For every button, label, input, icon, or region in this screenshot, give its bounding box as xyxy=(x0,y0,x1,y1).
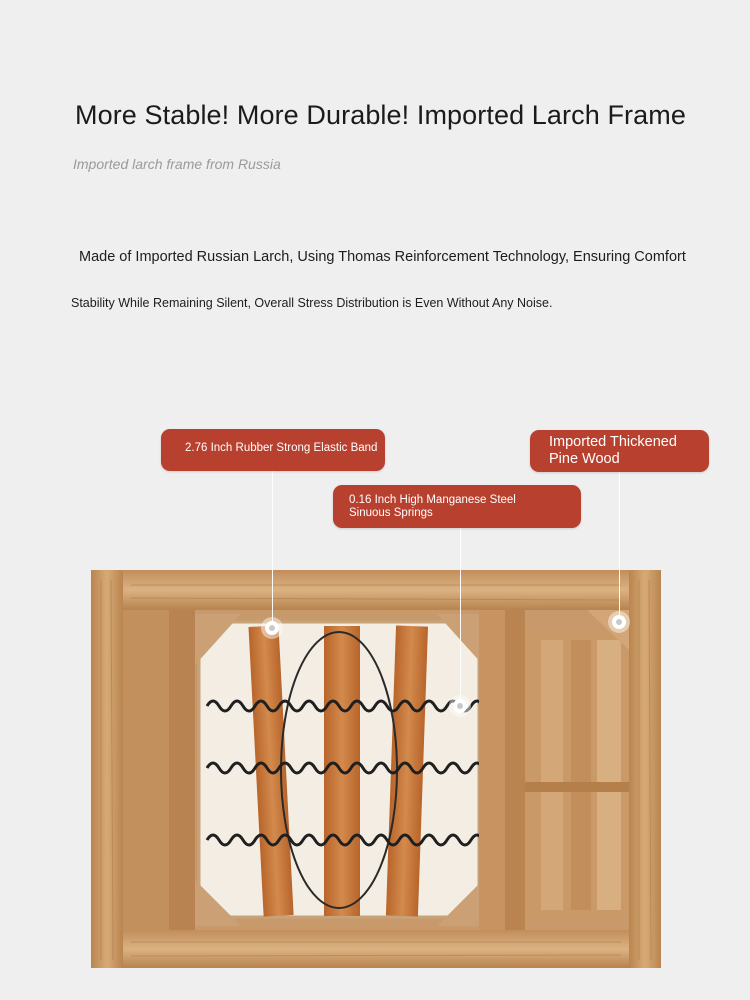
callout-elastic-band xyxy=(161,429,385,471)
callout-steel-springs-line2: Sinuous Springs xyxy=(349,507,433,519)
callout-dot-icon xyxy=(265,621,279,635)
leader-line-pine-wood xyxy=(619,472,620,622)
page-subtitle: Imported larch frame from Russia xyxy=(73,156,281,172)
description-line-1: Made of Imported Russian Larch, Using Thomas Reinforcement Technology, Ensuring Comfort xyxy=(79,249,686,265)
leader-line-springs xyxy=(460,528,461,706)
wooden-frame-illustration xyxy=(91,570,661,968)
description-line-2: Stability While Remaining Silent, Overall Stress Distribution is Even Without Any Noise. xyxy=(71,296,553,310)
callout-dot-icon xyxy=(612,615,626,629)
page-title: More Stable! More Durable! Imported Larch Frame xyxy=(75,100,686,130)
callout-pine-wood xyxy=(530,430,709,472)
callout-pine-wood-line2: Pine Wood xyxy=(549,451,620,467)
callout-dot-icon xyxy=(453,699,467,713)
callout-steel-springs-line1: 0.16 Inch High Manganese Steel xyxy=(349,494,516,506)
callout-pine-wood-line1: Imported Thickened xyxy=(549,434,677,450)
callout-elastic-band-label: 2.76 Inch Rubber Strong Elastic Band xyxy=(185,442,378,454)
callout-steel-springs xyxy=(333,485,581,528)
leader-line-elastic-band xyxy=(272,471,273,628)
